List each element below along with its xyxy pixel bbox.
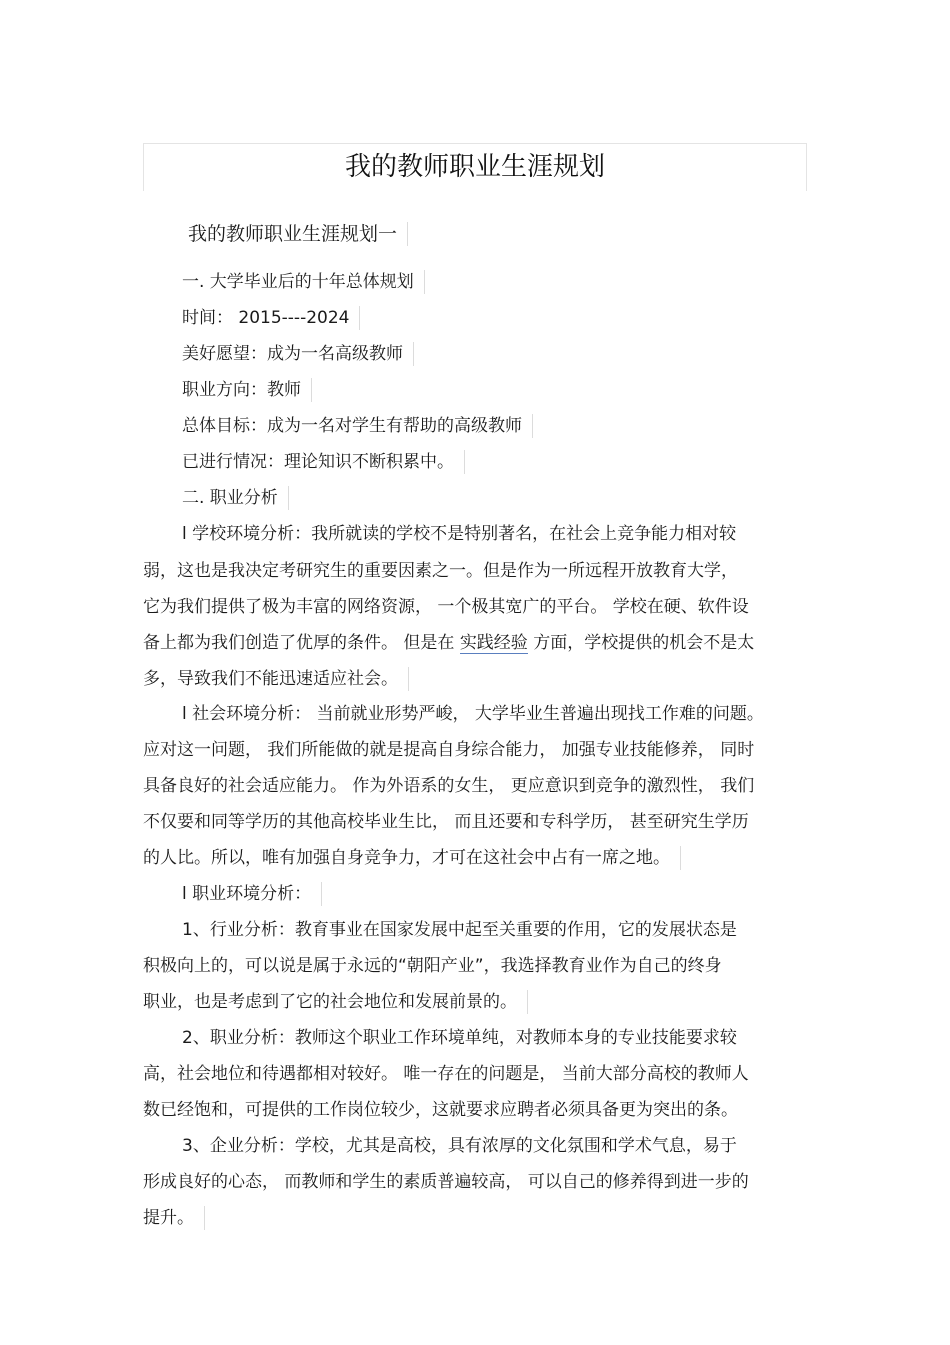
section-heading: 我的教师职业生涯规划一 bbox=[188, 222, 408, 246]
paragraph-line: 3、企业分析：学校，尤其是高校，具有浓厚的文化氛围和学术气息，易于 bbox=[182, 1136, 737, 1156]
paragraph-line: 提升。 bbox=[143, 1206, 205, 1230]
plan-time: 时间： 2015----2024 bbox=[182, 306, 360, 330]
paragraph-line: 1、行业分析：教育事业在国家发展中起至关重要的作用，它的发展状态是 bbox=[182, 920, 737, 940]
paragraph-line: 职业，也是考虑到了它的社会地位和发展前景的。 bbox=[143, 990, 528, 1014]
analysis-heading: 二. 职业分析 bbox=[182, 486, 289, 510]
paragraph-text: 方面，学校提供的机会不是太 bbox=[527, 633, 755, 653]
paragraph-line: 应对这一问题， 我们所能做的就是提高自身综合能力， 加强专业技能修养， 同时 bbox=[143, 740, 755, 760]
plan-goal: 总体目标：成为一名对学生有帮助的高级教师 bbox=[182, 414, 533, 438]
plan-heading: 一. 大学毕业后的十年总体规划 bbox=[182, 270, 425, 294]
paragraph-line: 高，社会地位和待遇都相对较好。 唯一存在的问题是， 当前大部分高校的教师人 bbox=[143, 1064, 749, 1084]
plan-wish: 美好愿望：成为一名高级教师 bbox=[182, 342, 414, 366]
paragraph-line: 它为我们提供了极为丰富的网络资源， 一个极其宽广的平台。 学校在硬、软件设 bbox=[143, 597, 749, 617]
paragraph-line: l 学校环境分析：我所就读的学校不是特别著名，在社会上竞争能力相对较 bbox=[182, 524, 737, 544]
document-title: 我的教师职业生涯规划 bbox=[344, 152, 605, 182]
paragraph-text: 备上都为我们创造了优厚的条件。 但是在 bbox=[143, 633, 460, 653]
paragraph-line: l 社会环境分析： 当前就业形势严峻， 大学毕业生普遍出现找工作难的问题。 bbox=[182, 704, 764, 724]
paragraph-line: 弱，这也是我决定考研究生的重要因素之一。但是作为一所远程开放教育大学， bbox=[143, 561, 738, 581]
paragraph-line: 形成良好的心态， 而教师和学生的素质普遍较高， 可以自己的修养得到进一步的 bbox=[143, 1172, 749, 1192]
plan-progress: 已进行情况：理论知识不断积累中。 bbox=[182, 450, 465, 474]
practice-experience-link[interactable]: 实践经验 bbox=[459, 633, 528, 653]
paragraph-line: 的人比。所以，唯有加强自身竞争力，才可在这社会中占有一席之地。 bbox=[143, 846, 681, 870]
paragraph-line: 数已经饱和，可提供的工作岗位较少，这就要求应聘者必须具备更为突出的条。 bbox=[143, 1100, 738, 1120]
plan-direction: 职业方向：教师 bbox=[182, 378, 312, 402]
paragraph-line: 多，导致我们不能迅速适应社会。 bbox=[143, 667, 409, 691]
paragraph-line: 2、职业分析：教师这个职业工作环境单纯，对教师本身的专业技能要求较 bbox=[182, 1028, 737, 1048]
paragraph-line: 积极向上的，可以说是属于永远的“朝阳产业”，我选择教育业作为自己的终身 bbox=[143, 956, 722, 976]
paragraph-line bbox=[143, 631, 754, 655]
paragraph-line: 不仅要和同等学历的其他高校毕业生比， 而且还要和专科学历， 甚至研究生学历 bbox=[143, 812, 749, 832]
paragraph-line: 具备良好的社会适应能力。 作为外语系的女生， 更应意识到竞争的激烈性， 我们 bbox=[143, 776, 755, 796]
paragraph-line: l 职业环境分析： bbox=[182, 882, 322, 906]
